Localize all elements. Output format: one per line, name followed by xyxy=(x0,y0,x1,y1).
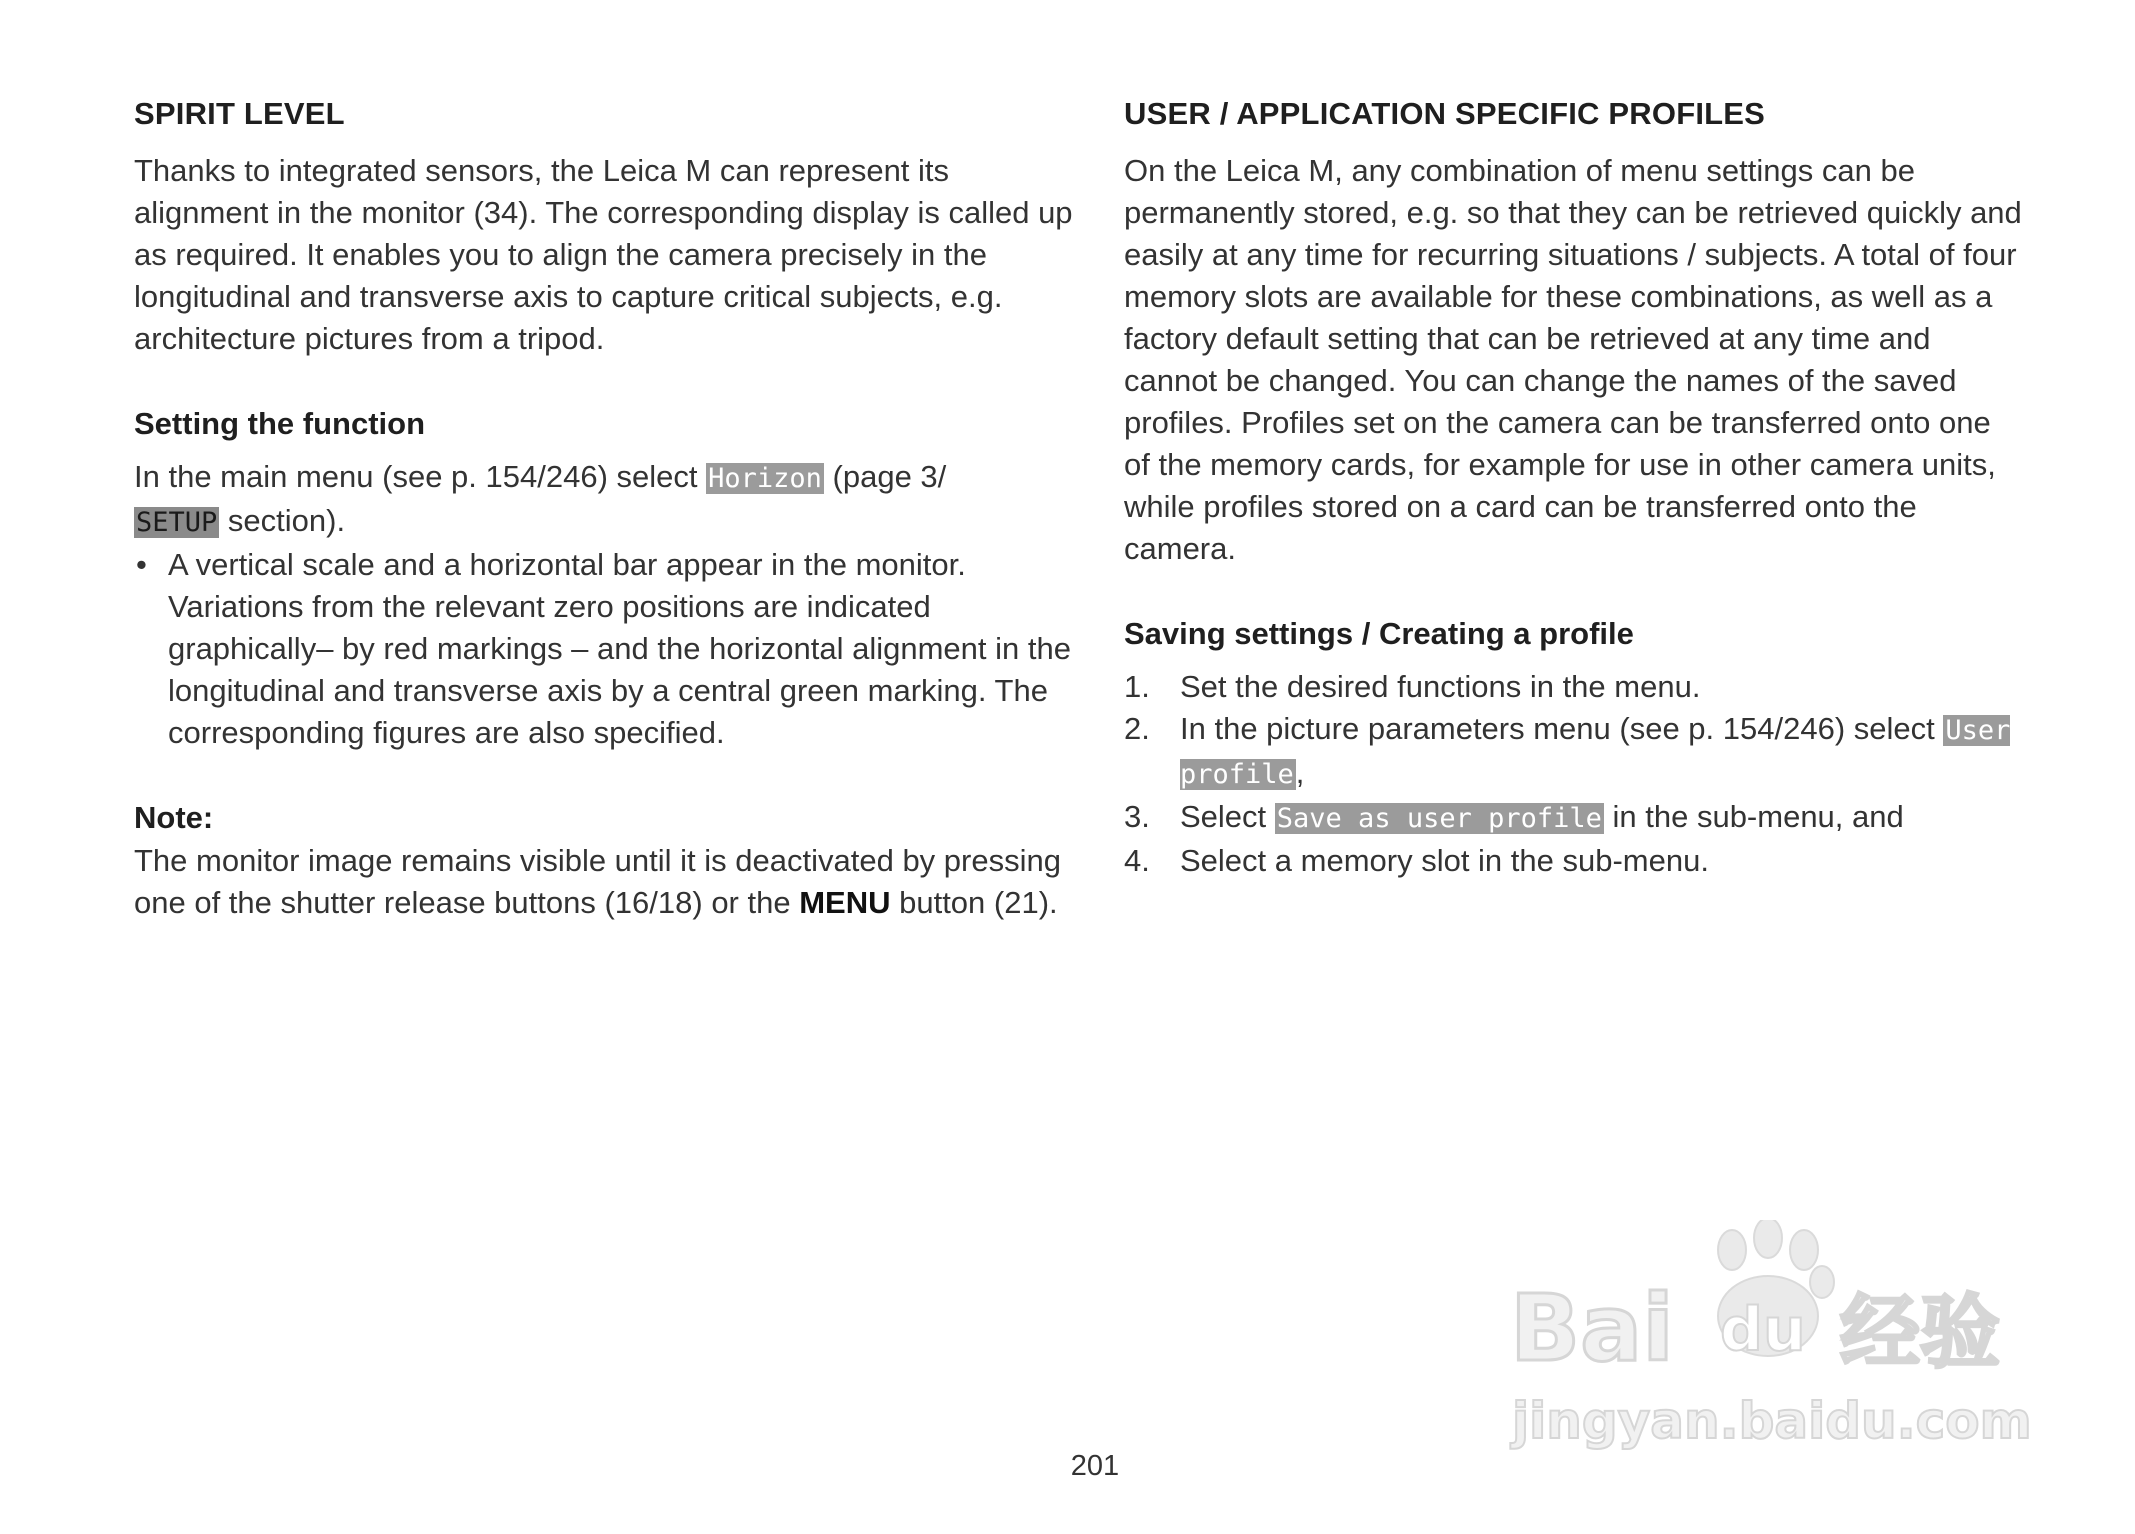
svg-text:Bai: Bai xyxy=(1510,1275,1674,1382)
svg-text:经验: 经验 xyxy=(1840,1286,2000,1379)
baidu-paw-icon xyxy=(1500,1220,2060,1460)
svg-text:du: du xyxy=(1720,1295,1806,1365)
left-column xyxy=(134,92,1074,924)
profiles-title: USER / APPLICATION SPECIFIC PROFILES xyxy=(1124,96,1766,131)
list-item xyxy=(1124,666,2024,708)
menu-section-setup: SETUP xyxy=(136,507,218,538)
setting-text-part: section). xyxy=(219,503,346,538)
bullet-text: A vertical scale and a horizontal bar appear in the monitor. Variations from the relevant zero positions are indicated graphically– by red markings – and the horizontal alignment in the longitudinal and transverse axis by a central green marking. The corresponding figures are also specified. xyxy=(168,547,1071,750)
note-heading: Note: xyxy=(134,800,214,835)
setting-text-part: (page 3/ xyxy=(823,459,947,494)
setting-function-heading: Setting the function xyxy=(134,406,426,441)
list-item xyxy=(134,544,1074,754)
menu-item-user-profile: User profile xyxy=(1180,715,2011,790)
list-item xyxy=(1124,840,2024,882)
step-text: Select a memory slot in the sub-menu. xyxy=(1180,843,1709,878)
spirit-level-intro: Thanks to integrated sensors, the Leica M can represent its alignment in the monitor (34). The corresponding display is called up as required. It enables you to align the camera precisely in the longitudinal and transverse axis to capture critical subjects, e.g. architecture pictures from a tripod. xyxy=(134,153,1073,356)
menu-item-save-as-user-profile: Save as user profile xyxy=(1276,803,1602,834)
setting-function-text xyxy=(134,456,1074,544)
step-text: Select xyxy=(1180,799,1275,834)
step-number: 3. xyxy=(1124,799,1150,834)
note-text-part: The monitor image remains visible until it is deactivated by pressing one of the shutter release buttons (16/18) or the xyxy=(134,843,1061,920)
step-text: , xyxy=(1295,755,1305,790)
menu-button-label: MENU xyxy=(799,885,891,920)
saving-settings-heading: Saving settings / Creating a profile xyxy=(1124,616,1634,651)
step-text: in the sub-menu, and xyxy=(1603,799,1904,834)
svg-text:jingyan.baidu.com: jingyan.baidu.com xyxy=(1512,1392,2032,1450)
list-item xyxy=(1124,796,2024,840)
page-number: 201 xyxy=(1070,1450,1120,1482)
bullet-icon: • xyxy=(136,547,147,582)
step-number: 2. xyxy=(1124,711,1150,746)
note-text-part: button (21). xyxy=(890,885,1058,920)
spirit-level-title: SPIRIT LEVEL xyxy=(134,96,345,131)
menu-item-horizon: Horizon xyxy=(708,463,822,494)
note-text xyxy=(134,840,1074,924)
list-item xyxy=(1124,708,2024,796)
baidu-watermark-logo xyxy=(1500,1220,2060,1460)
saving-steps xyxy=(1124,666,2024,882)
step-text: Set the desired functions in the menu. xyxy=(1180,669,1701,704)
spirit-level-bullets xyxy=(134,544,1074,754)
step-number: 1. xyxy=(1124,669,1150,704)
step-text: In the picture parameters menu (see p. 154/246) select xyxy=(1180,711,1944,746)
right-column xyxy=(1124,92,2024,882)
setting-text-part: In the main menu (see p. 154/246) select xyxy=(134,459,707,494)
step-number: 4. xyxy=(1124,843,1150,878)
profiles-intro: On the Leica M, any combination of menu settings can be permanently stored, e.g. so that they can be retrieved quickly and easily at any time for recurring situations / subjects. A total of four memory slots are available for these combinations, as well as a factory default setting that can be retrieved at any time and cannot be changed. You can change the names of the saved profiles. Profiles set on the camera can be transferred onto one of the memory cards, for example for use in other camera units, while profiles stored on a card can be transferred onto the camera. xyxy=(1124,153,2022,566)
